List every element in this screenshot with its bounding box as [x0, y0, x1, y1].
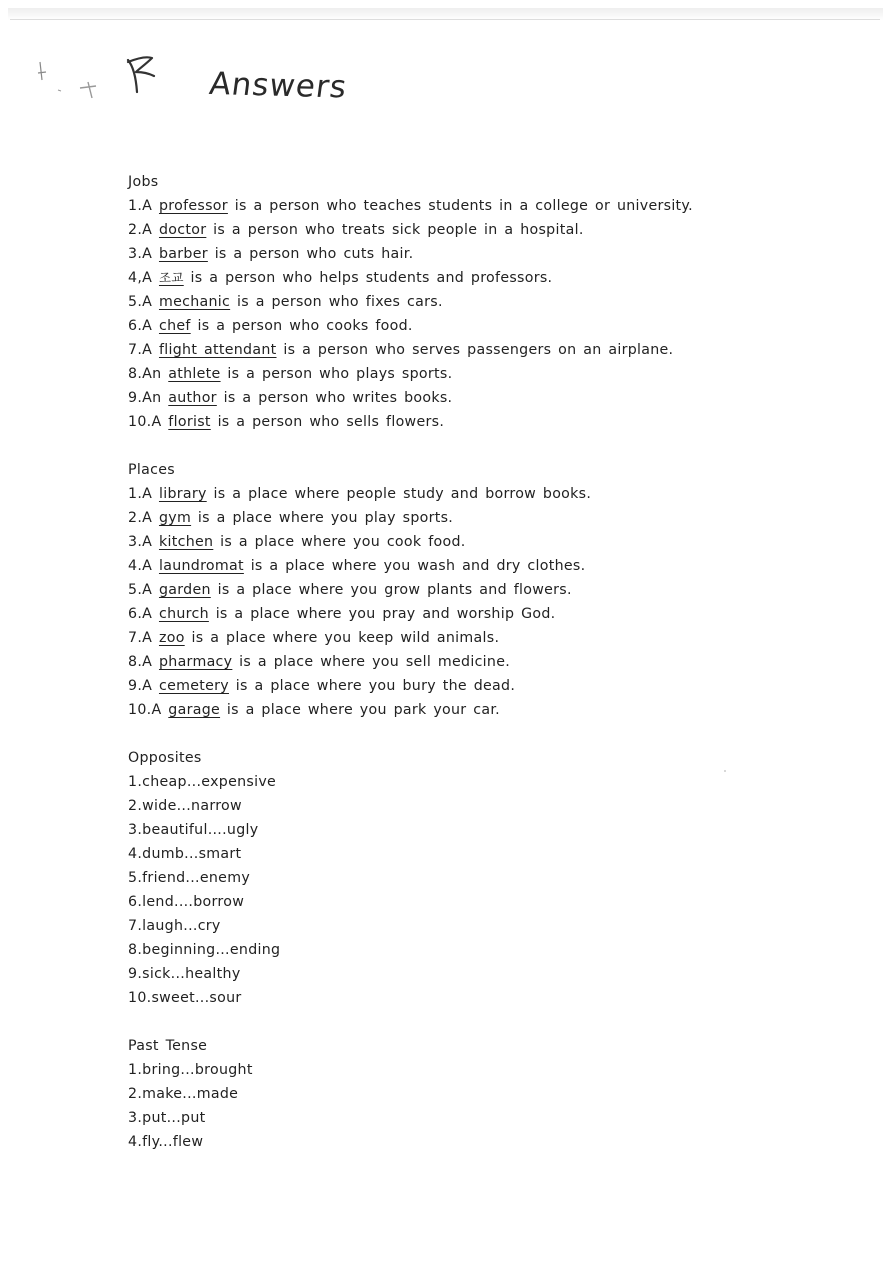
- item-answer: garden: [158, 582, 211, 598]
- opposites-section: [128, 746, 828, 1010]
- item-answer: chef: [158, 318, 191, 334]
- item-article: A: [142, 510, 153, 526]
- item-answer: florist: [168, 414, 211, 430]
- item-rest: is a person who plays sports.: [227, 366, 453, 382]
- jobs-section: [128, 170, 828, 434]
- item-rest: is a person who helps students and professors.: [190, 270, 553, 286]
- item-number: 2.: [128, 510, 143, 526]
- item-number: 8.: [128, 654, 143, 670]
- item-article: A: [142, 606, 153, 622]
- jobs-item: [128, 218, 828, 242]
- opposites-item: 3.beautiful....ugly: [128, 822, 259, 838]
- item-article: A: [142, 198, 153, 214]
- places-item: [128, 698, 828, 722]
- item-number: 3.: [128, 246, 143, 262]
- item-article: A: [142, 342, 153, 358]
- item-answer: zoo: [158, 630, 185, 646]
- item-rest: is a place where you pray and worship God.: [215, 606, 556, 622]
- item-answer: library: [158, 486, 207, 502]
- item-number: 4.: [128, 558, 143, 574]
- opposites-item: 7.laugh...cry: [128, 918, 221, 934]
- item-article: A: [142, 654, 153, 670]
- item-rest: is a place where you sell medicine.: [239, 654, 511, 670]
- jobs-item: [128, 314, 828, 338]
- item-article: A: [142, 630, 153, 646]
- opposites-item: 4.dumb...smart: [128, 846, 242, 862]
- item-rest: is a person who writes books.: [223, 390, 453, 406]
- item-rest: is a place where you keep wild animals.: [191, 630, 500, 646]
- item-answer: kitchen: [158, 534, 214, 550]
- item-article: A: [142, 270, 153, 286]
- item-answer: cemetery: [158, 678, 229, 694]
- past-tense-item: 3.put...put: [128, 1110, 206, 1126]
- item-answer: author: [168, 390, 217, 406]
- item-answer: gym: [158, 510, 192, 526]
- section-heading-past-tense: Past Tense: [128, 1038, 208, 1054]
- item-number: 10.: [128, 702, 152, 718]
- item-number: 6.: [128, 318, 143, 334]
- item-number: 5.: [128, 294, 143, 310]
- answer-sheet: [128, 170, 828, 1178]
- item-number: 1.: [128, 198, 143, 214]
- item-answer: professor: [158, 198, 228, 214]
- item-answer: church: [158, 606, 209, 622]
- item-article: A: [151, 414, 162, 430]
- item-article: An: [142, 366, 162, 382]
- jobs-item: [128, 266, 828, 290]
- places-item: [128, 554, 828, 578]
- past-tense-item: 1.bring...brought: [128, 1062, 253, 1078]
- item-answer: pharmacy: [158, 654, 233, 670]
- places-item: [128, 506, 828, 530]
- past-tense-section: [128, 1034, 828, 1154]
- item-article: A: [142, 246, 153, 262]
- item-answer: 조교: [158, 270, 184, 285]
- opposites-item: 9.sick...healthy: [128, 966, 241, 982]
- item-answer: mechanic: [158, 294, 231, 310]
- item-number: 6.: [128, 606, 143, 622]
- item-answer: athlete: [168, 366, 221, 382]
- item-article: A: [142, 678, 153, 694]
- item-number: 1.: [128, 486, 143, 502]
- past-tense-item: 2.make...made: [128, 1086, 239, 1102]
- item-rest: is a place where you cook food.: [220, 534, 466, 550]
- scan-speck: [724, 770, 726, 772]
- section-heading-places: Places: [128, 462, 175, 478]
- item-rest: is a place where you bury the dead.: [235, 678, 516, 694]
- item-number: 3.: [128, 534, 143, 550]
- opposites-item: 6.lend....borrow: [128, 894, 245, 910]
- item-article: A: [151, 702, 162, 718]
- item-rest: is a place where you wash and dry clothes.: [250, 558, 586, 574]
- item-number: 5.: [128, 582, 143, 598]
- section-heading-jobs: Jobs: [128, 174, 159, 190]
- jobs-item: [128, 410, 828, 434]
- item-number: 9.: [128, 678, 143, 694]
- item-rest: is a person who cuts hair.: [214, 246, 414, 262]
- item-article: A: [142, 486, 153, 502]
- item-article: A: [142, 318, 153, 334]
- item-article: A: [142, 222, 153, 238]
- past-tense-item: 4.fly...flew: [128, 1134, 204, 1150]
- item-rest: is a person who teaches students in a college or university.: [234, 198, 693, 214]
- jobs-item: [128, 242, 828, 266]
- places-section: [128, 458, 828, 722]
- item-number: 7.: [128, 342, 143, 358]
- pencil-smudge: [80, 82, 96, 98]
- opposites-item: 10.sweet...sour: [128, 990, 242, 1006]
- item-answer: barber: [158, 246, 208, 262]
- opposites-item: 2.wide...narrow: [128, 798, 242, 814]
- places-item: [128, 602, 828, 626]
- item-rest: is a place where you play sports.: [197, 510, 454, 526]
- item-rest: is a person who fixes cars.: [236, 294, 443, 310]
- jobs-item: [128, 362, 828, 386]
- jobs-item: [128, 338, 828, 362]
- item-rest: is a place where you park your car.: [226, 702, 500, 718]
- page-title: Answers: [207, 66, 350, 106]
- item-rest: is a place where you grow plants and flowers.: [217, 582, 572, 598]
- scan-edge-line: [10, 19, 880, 20]
- item-article: An: [142, 390, 162, 406]
- jobs-item: [128, 194, 828, 218]
- opposites-item: 8.beginning...ending: [128, 942, 281, 958]
- section-heading-opposites: Opposites: [128, 750, 202, 766]
- item-rest: is a person who cooks food.: [197, 318, 413, 334]
- item-number: 2.: [128, 222, 143, 238]
- pencil-speck: [38, 62, 46, 80]
- item-number: 7.: [128, 630, 143, 646]
- places-item: [128, 530, 828, 554]
- item-answer: laundromat: [158, 558, 244, 574]
- pencil-speck: [58, 90, 61, 91]
- jobs-item: [128, 386, 828, 410]
- places-item: [128, 578, 828, 602]
- item-rest: is a person who treats sick people in a hospital.: [213, 222, 584, 238]
- places-item: [128, 626, 828, 650]
- item-article: A: [142, 582, 153, 598]
- item-answer: flight attendant: [158, 342, 277, 358]
- item-number: 4,: [128, 270, 143, 286]
- places-item: [128, 650, 828, 674]
- item-rest: is a person who serves passengers on an airplane.: [283, 342, 674, 358]
- item-article: A: [142, 558, 153, 574]
- item-article: A: [142, 294, 153, 310]
- item-number: 8.: [128, 366, 143, 382]
- places-item: [128, 482, 828, 506]
- handwritten-grade-mark: [128, 57, 154, 92]
- places-item: [128, 674, 828, 698]
- jobs-item: [128, 290, 828, 314]
- item-rest: is a place where people study and borrow books.: [213, 486, 592, 502]
- item-number: 9.: [128, 390, 143, 406]
- item-rest: is a person who sells flowers.: [217, 414, 445, 430]
- opposites-item: 1.cheap...expensive: [128, 774, 277, 790]
- item-article: A: [142, 534, 153, 550]
- item-answer: garage: [168, 702, 221, 718]
- opposites-item: 5.friend...enemy: [128, 870, 251, 886]
- item-answer: doctor: [158, 222, 207, 238]
- item-number: 10.: [128, 414, 152, 430]
